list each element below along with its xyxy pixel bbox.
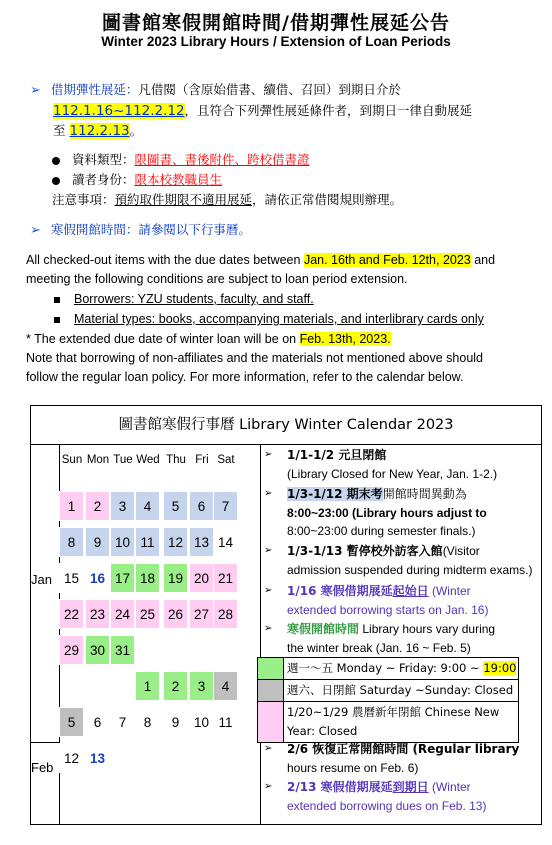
calendar-day-jan-17: 17: [110, 563, 135, 593]
loan-extension-paragraph: [30, 80, 540, 141]
calendar-grid: [59, 444, 261, 824]
calendar-day-feb-5: 5: [59, 707, 84, 737]
cond2-value: 限本校教職員生: [134, 172, 223, 187]
arrow-bullet-icon: ➢: [30, 223, 41, 238]
note-winter-hours: [264, 620, 542, 657]
cond1-value: 限圖書、書後附件、跨校借書證: [134, 152, 310, 167]
note-2-b: admission suspended during midterm exams.): [287, 562, 533, 577]
calendar-day-jan-30: 30: [85, 635, 110, 665]
calendar-day-feb-1: 1: [135, 671, 160, 701]
arrow-bullet-icon: ➢: [264, 743, 273, 754]
date-range: 112.1.16~112.2.12: [53, 103, 185, 119]
legend-new-year: [257, 702, 519, 743]
arrow-bullet-icon: ➢: [264, 488, 273, 499]
note-6-a: 2/13 寒假借期展延: [287, 780, 393, 794]
calendar-day-jan-16: 16: [85, 563, 110, 593]
page-subtitle: Winter 2023 Library Hours / Extension of Loan Periods: [101, 34, 451, 49]
calendar-day-jan-28: 28: [213, 599, 238, 629]
calendar-day-jan-1: 1: [59, 491, 84, 521]
calendar-day-jan-7: 7: [213, 491, 238, 521]
arrow-bullet-icon: ➢: [30, 83, 41, 98]
note-1-a3: 開館時間異動為: [382, 487, 467, 501]
calendar-day-jan-29: 29: [59, 635, 84, 665]
en-line1a: All checked-out items with the due dates between: [26, 253, 301, 267]
note-1-c: 8:00~23:00 during semester finals.): [287, 524, 476, 538]
note-4-a: 寒假開館時間: [287, 622, 360, 636]
page-title: 圖書館寒假開館時間/借期彈性展延公告: [102, 12, 450, 34]
note-3-b: extended borrowing starts on Jan. 16): [287, 602, 489, 617]
en-due-highlight: Feb. 13th, 2023.: [299, 332, 391, 346]
arrow-bullet-icon: ➢: [264, 781, 273, 792]
calendar-day-feb-7: 7: [110, 707, 135, 737]
calendar-day-jan-31: 31: [110, 635, 135, 665]
legend-2-text: 1/20~1/29 農曆新年閉館 Chinese New Year: Closed: [287, 705, 500, 738]
calendar-day-feb-13: 13: [85, 743, 110, 773]
loan-text-4: 。: [129, 123, 143, 138]
english-line-4: Note that borrowing of non-affiliates and the materials not mentioned above should: [26, 351, 484, 365]
weekday-header: Sun: [61, 454, 83, 466]
bullet-dot-icon: [52, 157, 60, 165]
note-3-a: 1/16 寒假借期展延: [287, 584, 393, 598]
legend-swatch-pink: [258, 702, 284, 742]
calendar-day-jan-8: 8: [59, 527, 84, 557]
loan-text-1: 凡借閱（含原始借書、續借、召回）到期日介於: [138, 82, 401, 97]
english-line-2: meeting the following conditions are subject to loan period extension.: [26, 272, 408, 286]
note-visitors: [264, 542, 542, 579]
calendar-day-jan-19: 19: [163, 563, 188, 593]
calendar-day-jan-26: 26: [163, 599, 188, 629]
note-6-b: extended borrowing dues on Feb. 13): [287, 798, 487, 813]
note-regular-resume: [264, 740, 542, 777]
english-line-5: follow the regular loan policy. For more information, refer to the calendar below.: [26, 370, 464, 384]
note-2-a2: (Visitor: [442, 544, 480, 558]
calendar-day-jan-25: 25: [135, 599, 160, 629]
month-label-jan: Jan: [31, 572, 52, 587]
calendar-day-feb-2: 2: [163, 671, 188, 701]
hours-label: 寒假開館時間：: [50, 222, 139, 237]
note-extension-start: [264, 582, 542, 619]
legend-swatch-green: [258, 658, 284, 679]
square-bullet-icon: [54, 297, 60, 303]
calendar-day-feb-8: 8: [135, 707, 160, 737]
weekday-header: Tue: [113, 454, 133, 466]
calendar-day-jan-6: 6: [189, 491, 214, 521]
calendar-day-feb-6: 6: [85, 707, 110, 737]
calendar-day-feb-12: 12: [59, 743, 84, 773]
calendar-title: 圖書館寒假行事曆 Library Winter Calendar 2023: [31, 406, 541, 445]
calendar-notes: [260, 444, 543, 824]
calendar-day-feb-11: 11: [213, 707, 238, 737]
hours-legend: [257, 657, 519, 743]
calendar-day-jan-11: 11: [135, 527, 160, 557]
loan-text-3: 至: [53, 123, 66, 138]
english-line-3: [26, 329, 391, 349]
note-4-a2: Library hours vary during: [359, 622, 496, 636]
calendar-day-jan-27: 27: [189, 599, 214, 629]
month-divider: [31, 742, 59, 743]
note-label: 注意事項：: [52, 192, 115, 207]
calendar-day-feb-9: 9: [163, 707, 188, 737]
note-rest: ，請依正常借閱規則辦理。: [252, 192, 403, 207]
legend-weekend: [257, 680, 519, 702]
winter-hours-line: [30, 220, 251, 241]
new-due-date: 112.2.13: [69, 123, 130, 139]
arrow-bullet-icon: ➢: [264, 545, 273, 556]
note-5-b: hours resume on Feb. 6): [287, 760, 419, 775]
calendar-day-jan-24: 24: [110, 599, 135, 629]
calendar-day-jan-22: 22: [59, 599, 84, 629]
weekday-header: Thu: [166, 454, 186, 466]
calendar-day-jan-23: 23: [85, 599, 110, 629]
note-extension-due: [264, 778, 542, 815]
note-4-b: the winter break (Jan. 16 ~ Feb. 5): [287, 640, 471, 655]
arrow-bullet-icon: ➢: [264, 623, 273, 634]
note-5-a: 2/6 恢復正常開館時間 (Regular library: [287, 742, 520, 756]
en-line1b: and: [474, 253, 496, 267]
calendar-day-jan-20: 20: [189, 563, 214, 593]
note-1-a: 1/3-1/12: [287, 487, 343, 501]
weekday-header: Mon: [86, 454, 110, 466]
note-finals: [264, 485, 542, 541]
calendar-day-feb-3: 3: [189, 671, 214, 701]
weekday-header: Fri: [195, 454, 209, 466]
calendar-day-feb-10: 10: [189, 707, 214, 737]
legend-0-hl: 19:00: [483, 661, 517, 675]
legend-weekday: [257, 657, 519, 680]
en-bullet1: Borrowers: YZU students, faculty, and staff.: [74, 292, 314, 306]
note-0-a: 1/1-1/2 元旦閉館: [287, 448, 387, 462]
weekday-header: Sat: [217, 454, 235, 466]
english-line-1: [26, 250, 495, 270]
month-label-feb: Feb: [31, 760, 54, 775]
calendar-day-jan-21: 21: [213, 563, 238, 593]
calendar-day-jan-12: 12: [163, 527, 188, 557]
hours-text: 請參閱以下行事曆。: [138, 222, 251, 237]
note-0-b: (Library Closed for New Year, Jan. 1-2.): [287, 466, 498, 481]
en-bullet2: Material types: books, accompanying materials, and interlibrary cards only: [74, 312, 484, 326]
note-1-a2: 期末考: [342, 487, 383, 501]
loan-text-2: ，且符合下列彈性展延條件者，到期日一律自動展延: [184, 103, 473, 118]
legend-swatch-gray: [258, 680, 284, 701]
month-column: [31, 444, 60, 824]
calendar-day-jan-13: 13: [189, 527, 214, 557]
calendar-day-jan-15: 15: [59, 563, 84, 593]
winter-calendar: [30, 405, 542, 825]
square-bullet-icon: [54, 317, 60, 323]
cond2-label: 讀者身份：: [72, 172, 135, 187]
note-6-a2: 到期日: [392, 780, 429, 794]
legend-1-text: 週六、日閉館 Saturday ~Sunday: Closed: [287, 683, 514, 697]
note-1-b: 8:00~23:00 (Library hours adjust to: [287, 505, 487, 520]
calendar-day-jan-18: 18: [135, 563, 160, 593]
en-line3a: * The extended due date of winter loan will be on: [26, 332, 297, 346]
calendar-day-jan-5: 5: [163, 491, 188, 521]
condition-material: [52, 150, 310, 170]
note-line: [52, 190, 402, 210]
loan-label: 借期彈性展延：: [50, 82, 139, 97]
bullet-dot-icon: [52, 177, 60, 185]
cond1-label: 資料類型：: [72, 152, 135, 167]
note-6-a3: (Winter: [428, 780, 471, 794]
english-bullet-2: [54, 309, 484, 329]
condition-reader: [52, 170, 222, 190]
note-3-a3: (Winter: [428, 584, 471, 598]
note-3-a2: 起始日: [392, 584, 429, 598]
calendar-day-jan-4: 4: [135, 491, 160, 521]
note-new-year: [264, 446, 542, 483]
english-bullet-1: [54, 289, 314, 309]
calendar-day-jan-3: 3: [110, 491, 135, 521]
calendar-day-jan-10: 10: [110, 527, 135, 557]
weekday-header: Wed: [136, 454, 160, 466]
arrow-bullet-icon: ➢: [264, 449, 273, 460]
calendar-day-jan-2: 2: [85, 491, 110, 521]
calendar-day-feb-4: 4: [213, 671, 238, 701]
legend-0-text: 週一～五 Monday ~ Friday: 9:00 ~: [287, 661, 484, 675]
note-2-a: 1/3-1/13 暫停校外訪客入館: [287, 544, 443, 558]
note-underlined: 預約取件期限不適用展延: [114, 192, 253, 207]
en-date-highlight: Jan. 16th and Feb. 12th, 2023: [303, 253, 471, 267]
arrow-bullet-icon: ➢: [264, 585, 273, 596]
calendar-day-jan-9: 9: [85, 527, 110, 557]
calendar-day-jan-14: 14: [213, 527, 238, 557]
